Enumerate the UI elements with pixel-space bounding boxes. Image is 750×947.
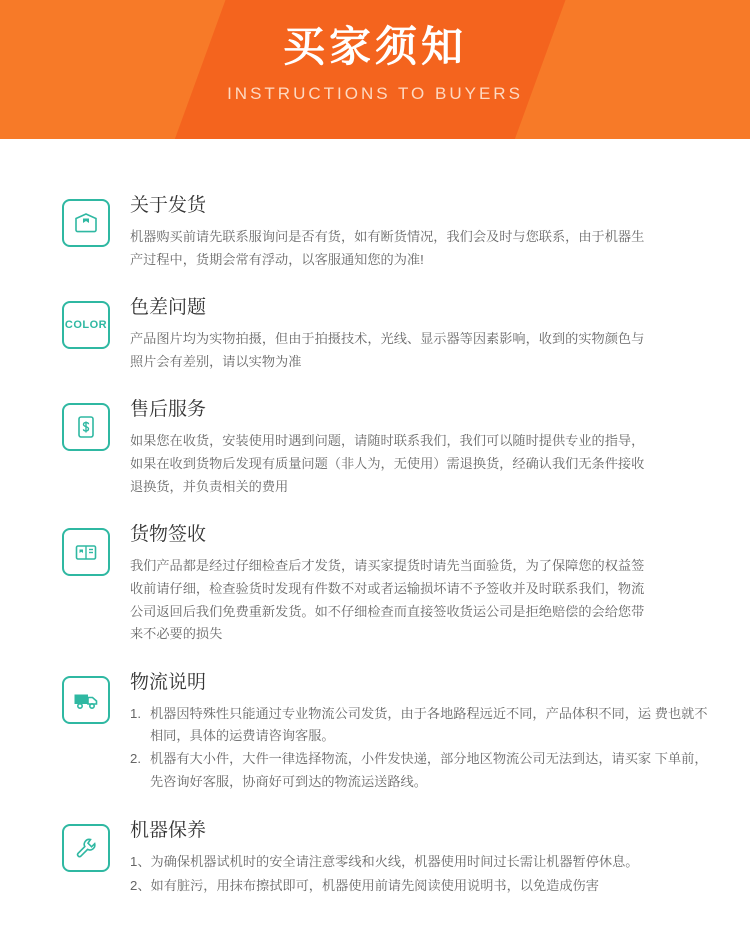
section-body bbox=[130, 297, 710, 373]
section-body bbox=[130, 524, 710, 646]
text-line: 我们产品都是经过仔细检查后才发货，请买家提货时请先当面验货，为了保障您的权益签 bbox=[130, 558, 645, 574]
section-logistics bbox=[62, 672, 710, 794]
page-subtitle: INSTRUCTIONS TO BUYERS bbox=[227, 84, 523, 104]
instructions-list bbox=[0, 139, 750, 947]
text-line: 产过程中，货期会常有浮动，以客服通知您的为准! bbox=[130, 251, 424, 267]
list-item bbox=[130, 748, 710, 793]
text-line: 机器因特殊性只能通过专业物流公司发货，由于各地路程远近不同，产品体积不同，运 bbox=[150, 705, 652, 721]
text-line: 费也就不相同，具体的运费请咨询客服。 bbox=[150, 705, 708, 744]
section-numbered-list bbox=[130, 850, 710, 896]
wrench-icon bbox=[62, 824, 110, 872]
section-title: 货物签收 bbox=[130, 524, 207, 546]
section-goods-receipt bbox=[62, 524, 710, 646]
text-line: 机器购买前请先联系服询问是否有货，如有断货情况，我们会及时与您联系，由于机器生 bbox=[130, 228, 645, 244]
section-text bbox=[130, 226, 710, 271]
section-shipping bbox=[62, 195, 710, 271]
page-banner bbox=[0, 0, 750, 139]
text-line: 如果您在收货，安装使用时遇到问题，请随时联系我们，我们可以随时提供专业的指导， bbox=[130, 433, 645, 449]
money-service-icon bbox=[62, 403, 110, 451]
section-ordered-list bbox=[130, 703, 710, 794]
text-line: 产品图片均为实物拍摄，但由于拍摄技术，光线、显示器等因素影响，收到的实物颜色与 bbox=[130, 331, 645, 346]
text-line: 照片会有差别，请以实物为准 bbox=[130, 353, 302, 369]
section-after-sales bbox=[62, 399, 710, 498]
shipping-box-icon bbox=[62, 199, 110, 247]
list-item bbox=[130, 703, 710, 748]
section-color-difference bbox=[62, 297, 710, 373]
text-line: 如果在收到货物后发现有质量问题（非人为，无使用）需退换货，经确认我们无条件接收 bbox=[130, 455, 645, 471]
section-text bbox=[130, 555, 710, 646]
text-line: 收前请仔细，检查验货时发现有件数不对或者运输损坏请不予签收并及时联系我们，物流 bbox=[130, 580, 645, 596]
section-text bbox=[130, 430, 710, 498]
text-line: 来不必要的损失 bbox=[130, 626, 223, 642]
text-line: 公司返回后我们免费重新发货。如不仔细检查而直接签收货运公司是拒绝赔偿的会给您带 bbox=[130, 603, 645, 619]
section-title: 色差问题 bbox=[130, 297, 207, 319]
section-title: 售后服务 bbox=[130, 399, 207, 421]
list-item-number: 2. bbox=[130, 751, 141, 767]
banner-inner bbox=[0, 0, 750, 104]
section-text bbox=[130, 328, 710, 373]
text-line: 机器有大小件，大件一律选择物流，小件发快递，部分地区物流公司无法到达，请买家 bbox=[150, 751, 652, 767]
section-title: 物流说明 bbox=[130, 671, 207, 693]
section-body bbox=[130, 399, 710, 498]
section-body bbox=[130, 820, 710, 897]
package-check-icon bbox=[62, 528, 110, 576]
color-swatch-icon bbox=[62, 301, 110, 349]
list-item: 1、为确保机器试机时的安全请注意零线和火线，机器使用时间过长需让机器暂停休息。 bbox=[130, 854, 639, 870]
section-title: 关于发货 bbox=[130, 195, 207, 216]
list-item-number: 1. bbox=[130, 705, 141, 721]
text-line: 退换货，并负责相关的费用 bbox=[130, 478, 289, 494]
section-title: 机器保养 bbox=[130, 819, 207, 841]
section-body bbox=[130, 195, 710, 271]
section-body bbox=[130, 672, 710, 794]
color-icon-label: COLOR bbox=[64, 319, 108, 332]
text-line: 下单前，先咨询好客服，协商好可到达的物流运送路线。 bbox=[150, 751, 708, 789]
list-item: 2、如有脏污，用抹布擦拭即可，机器使用前请先阅读使用说明书，以免造成伤害 bbox=[130, 877, 599, 893]
truck-icon bbox=[62, 676, 110, 724]
section-maintenance bbox=[62, 820, 710, 897]
page-title: 买家须知 bbox=[282, 23, 467, 70]
